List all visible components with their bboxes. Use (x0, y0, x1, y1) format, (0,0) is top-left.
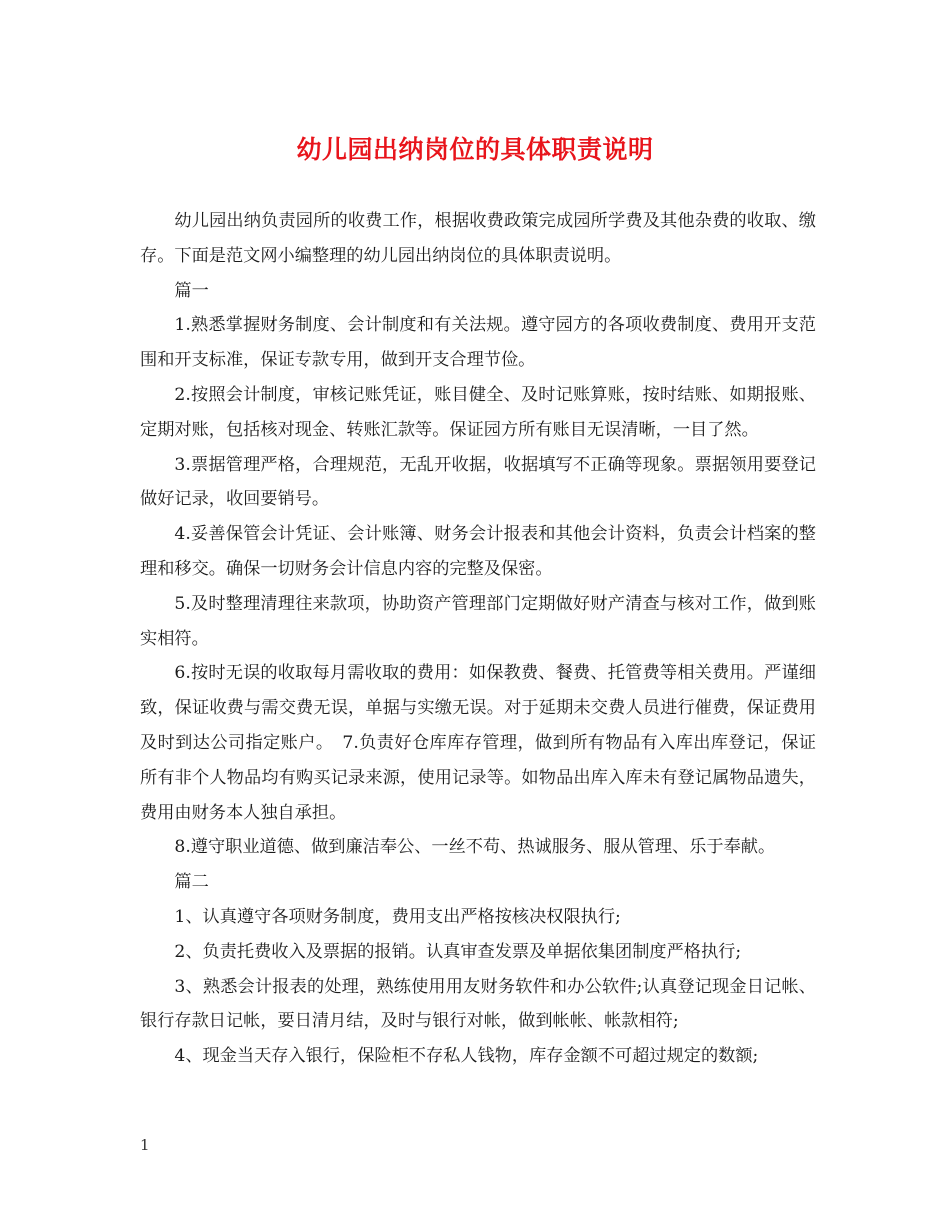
duty-item: 3、熟悉会计报表的处理，熟练使用用友财务软件和办公软件;认真登记现金日记帐、银行存款日记帐，要日清月结，及时与银行对帐，做到帐帐、帐款相符; (140, 976, 816, 1032)
page-number: 1 (140, 1136, 150, 1154)
duty-item: 5.及时整理清理往来款项，协助资产管理部门定期做好财产清查与核对工作，做到账实相符。 (140, 593, 816, 649)
duty-item: 4.妥善保管会计凭证、会计账簿、财务会计报表和其他会计资料，负责会计档案的整理和移交。确保一切财务会计信息内容的完整及保密。 (140, 524, 816, 579)
duty-item: 6.按时无误的收取每月需收取的费用：如保教费、餐费、托管费等相关费用。严谨细致，保证收费与需交费无误，单据与实缴无误。对于延期未交费人员进行催费，保证费用及时到达公司指定账户。 7.负责好仓库库存管理，做到所有物品有入库出库登记，保证所有非个人物品均有购买记录来源，使用记录等。如物品出库入库未有登记属物品遗失，费用由财务本人独自承担。 (140, 663, 816, 823)
section-heading-1: 篇一 (174, 280, 209, 301)
duty-item: 2.按照会计制度，审核记账凭证，账目健全、及时记账算账，按时结账、如期报账、定期对账，包括核对现金、转账汇款等。保证园方所有账目无误清晰，一目了然。 (140, 384, 816, 440)
duty-item: 4、现金当天存入银行，保险柜不存私人钱物，库存金额不可超过规定的数额; (174, 1046, 759, 1067)
duty-item: 3.票据管理严格，合理规范，无乱开收据，收据填写不正确等现象。票据领用要登记做好记录，收回要销号。 (140, 454, 816, 510)
duty-item: 2、负责托费收入及票据的报销。认真审查发票及单据依集团制度严格执行; (174, 941, 742, 962)
duty-item: 1、认真遵守各项财务制度，费用支出严格按核决权限执行; (174, 906, 621, 927)
intro-paragraph: 幼儿园出纳负责园所的收费工作，根据收费政策完成园所学费及其他杂费的收取、缴存。下面是范文网小编整理的幼儿园出纳岗位的具体职责说明。 (140, 211, 816, 266)
document-title: 幼儿园出纳岗位的具体职责说明 (296, 135, 654, 164)
duty-item: 8.遵守职业道德、做到廉洁奉公、一丝不苟、热诚服务、服从管理、乐于奉献。 (174, 837, 776, 858)
document-body (140, 204, 816, 1074)
section-heading-2: 篇二 (174, 872, 209, 893)
duty-item: 1.熟悉掌握财务制度、会计制度和有关法规。遵守园方的各项收费制度、费用开支范围和开支标准，保证专款专用，做到开支合理节俭。 (140, 315, 816, 371)
